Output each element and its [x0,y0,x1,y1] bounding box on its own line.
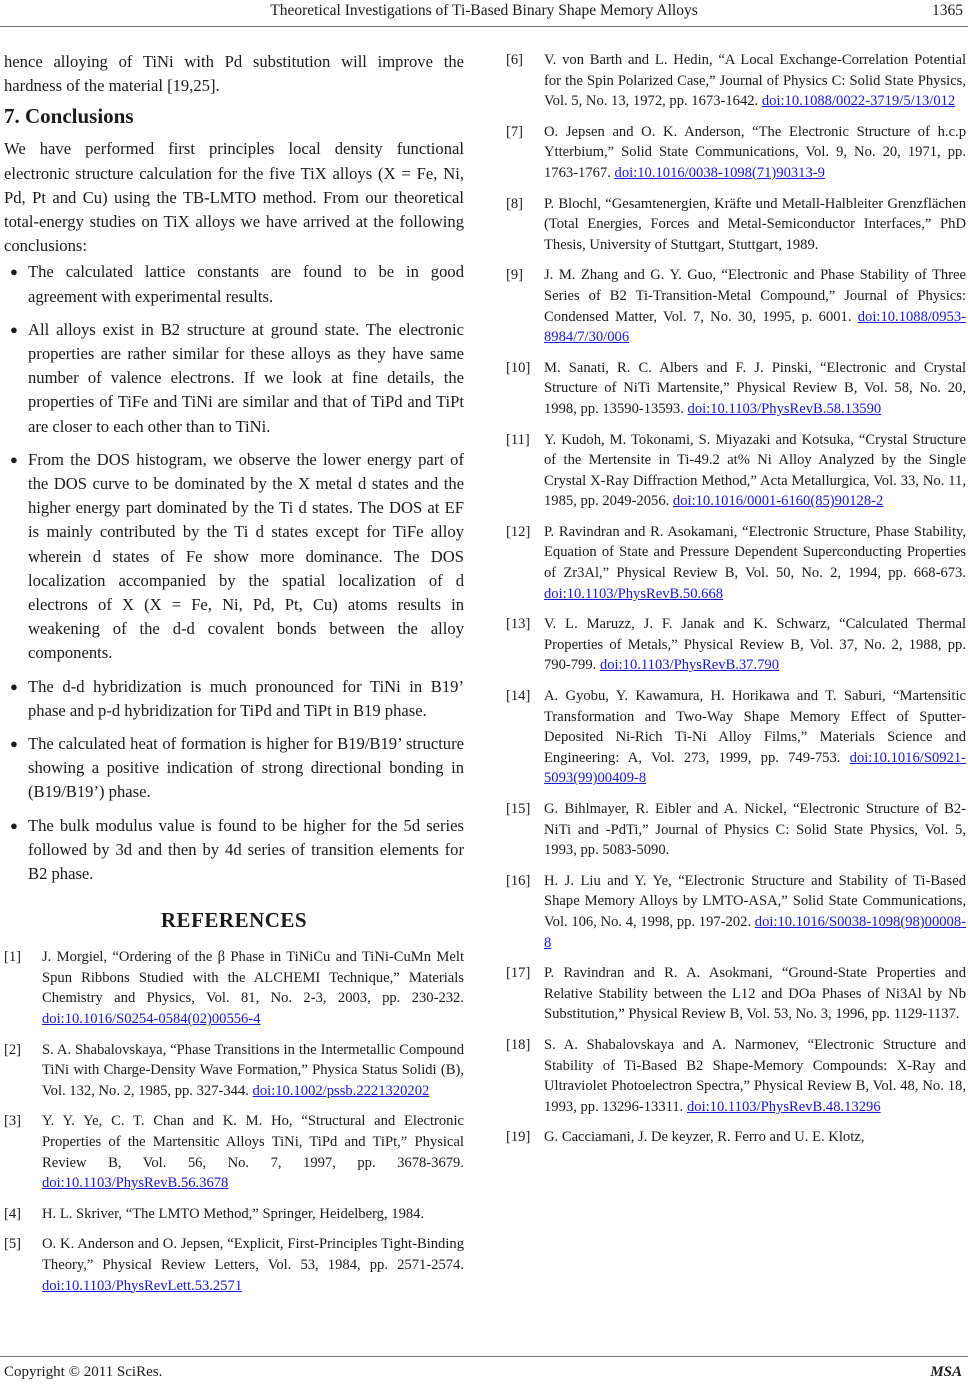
reference-number: [13] [506,616,531,633]
reference-number: [1] [4,949,22,966]
reference-text: Y. Y. Ye, C. T. Chan and K. M. Ho, “Structural and Electronic Properties of the Martensitic Alloys TiNi, TiPd and TiPt,” Physical Review B, Vol. 56, No. 7, 1997, pp. 3678-3679. [42,1113,464,1171]
reference-text: V. L. Maruzz, J. F. Janak and K. Schwarz, “Calculated Thermal Properties of Metals,” Physical Review B, Vol. 37, No. 2, 1988, pp. 790-799. [544,616,966,674]
conclusion-text: The bulk modulus value is found to be higher for the 5d series followed by 3d and then by 4d series of transition elements for B2 phase. [28,815,464,884]
reference-item [506,358,966,420]
reference-number: [19] [506,1129,531,1146]
journal-abbrev: MSA [930,1364,962,1380]
doi-link[interactable]: doi:10.1088/0022-3719/5/13/012 [761,93,956,110]
reference-item [506,871,966,953]
doi-link[interactable]: doi:10.1016/S0921-5093(99)00409-8 [544,749,966,787]
reference-number: [18] [506,1036,531,1053]
conclusion-item [4,448,464,666]
references-heading: REFERENCES [160,908,308,933]
reference-item [506,963,966,1025]
reference-number: [10] [506,359,531,376]
reference-number: [11] [506,431,530,448]
reference-item [4,1111,464,1193]
intro-fragment: hence alloying of TiNi with Pd substitution will improve the hardness of the material [19,25]. [4,52,464,96]
reference-number: [7] [506,123,524,140]
reference-text: S. A. Shabalovskaya and A. Narmonev, “Electronic Structure and Stability of Ti-Based B2 Shape-Memory Compounds: X-Ray and Ultraviolet Photoelectron Spectra,” Physical Review B, Vol. 48, No. 18, 1993, pp. 13296-13311. [544,1036,966,1115]
reference-item [4,1040,464,1102]
bullet-icon: ● [10,817,18,833]
conclusion-text: All alloys exist in B2 structure at ground state. The electronic properties are rather similar for these alloys as they have same number of valence electrons. If we look at fine details, the properties of TiFe and TiNi are similar and that of TiPd and TiPt are closer to each other than to TiNi. [28,319,464,436]
reference-item [506,522,966,604]
copyright: Copyright © 2011 SciRes. [4,1364,163,1380]
reference-text: V. von Barth and L. Hedin, “A Local Exchange-Correlation Potential for the Spin Polarized Case,” Journal of Physics C: Solid State Physics, Vol. 5, No. 13, 1972, pp. 1673-1642. [544,52,966,110]
references-list-right [506,50,966,1148]
reference-item [4,1234,464,1296]
bullet-icon: ● [10,451,18,467]
conclusion-text: The calculated lattice constants are found to be in good agreement with experimental results. [28,262,464,306]
running-title: Theoretical Investigations of Ti-Based Binary Shape Memory Alloys [270,2,698,19]
header-rule [0,26,968,27]
reference-text: G. Cacciamani, J. De keyzer, R. Ferro and U. E. Klotz, [544,1129,865,1146]
conclusion-item [4,318,464,439]
reference-item [4,1204,464,1225]
conclusion-text: From the DOS histogram, we observe the lower energy part of the DOS curve to be dominated by the X metal d states and the higher energy part dominated by the Ti d states. The DOS at EF is mainly contributed by the Ti d states except for TiFe alloy wherein d states of Fe show more dominance. The DOS localization accompanied by the spatial localization of d electrons of X (X = Fe, Ni, Pd, Pt, Cu) atoms results in weakening of the d-d covalent bonds between the alloy components. [28,449,464,663]
reference-text: S. A. Shabalovskaya, “Phase Transitions in the Intermetallic Compound TiNi with Charge-Density Wave Formation,” Physica Status Solidi (B), Vol. 132, No. 2, 1985, pp. 327-344. [42,1041,464,1099]
reference-item [506,265,966,347]
reference-number: [8] [506,195,524,212]
left-column [4,50,464,1306]
reference-text: P. Blochl, “Gesamtenergien, Kräfte und Metall-Halbleiter Grenzflächen (Total Energies, Forces and Metal-Semiconductor Interfaces,” PhD Thesis, University of Stuttgart, Stuttgart, 1989. [544,195,966,253]
doi-link[interactable]: doi:10.1103/PhysRevB.56.3678 [42,1175,229,1192]
doi-link[interactable]: doi:10.1016/S0038-1098(98)00008-8 [544,913,966,951]
bullet-icon: ● [10,678,18,694]
page-header [0,0,968,30]
reference-text: J. Morgiel, “Ordering of the β Phase in TiNiCu and TiNi-CuMn Melt Spun Ribbons Studied with the ALCHEMI Technique,” Materials Chemistry and Physics, Vol. 81, No. 2-3, 2003, pp. 230-232. [42,949,464,1007]
conclusions-heading: 7. Conclusions [4,104,134,129]
reference-text: G. Bihlmayer, R. Eibler and A. Nickel, “Electronic Structure of B2-NiTi and -PdTi,” Journal of Physics C: Solid State Physics, Vol. 5, 1993, pp. 5083-5090. [544,801,966,859]
page-footer [0,1356,968,1386]
reference-text: H. J. Liu and Y. Ye, “Electronic Structure and Stability of Ti-Based Shape Memory Alloys by LMTO-ASA,” Solid State Communications, Vol. 106, No. 4, 1998, pp. 197-202. [544,872,966,930]
reference-text: O. K. Anderson and O. Jepsen, “Explicit, First-Principles Tight-Binding Theory,” Physical Review Letters, Vol. 53, 1984, pp. 2571-2574. [42,1236,464,1274]
reference-item [506,799,966,861]
reference-text: O. Jepsen and O. K. Anderson, “The Electronic Structure of h.c.p Ytterbium,” Solid State Communications, Vol. 9, No. 20, 1971, pp. 1763-1767. [544,123,966,181]
doi-link[interactable]: doi:10.1103/PhysRevLett.53.2571 [42,1277,243,1294]
reference-text: J. M. Zhang and G. Y. Guo, “Electronic and Phase Stability of Three Series of B2 Ti-Transition-Metal Compound,” Journal of Physics: Condensed Matter, Vol. 7, No. 30, 1995, p. 6001. [544,267,966,325]
reference-item [506,686,966,789]
reference-number: [9] [506,267,524,284]
conclusion-item [4,814,464,887]
reference-number: [12] [506,523,531,540]
bullet-icon: ● [10,264,18,280]
reference-item [506,50,966,112]
page-number: 1365 [932,2,963,19]
conclusions-list [4,260,464,886]
reference-number: [4] [4,1205,22,1222]
doi-link[interactable]: doi:10.1103/PhysRevB.58.13590 [687,400,882,417]
doi-link[interactable]: doi:10.1088/0953-8984/7/30/006 [544,308,966,346]
reference-text: A. Gyobu, Y. Kawamura, H. Horikawa and T. Saburi, “Martensitic Transformation and Two-Way Shape Memory Effect of Sputter-Deposited Ni-Rich Ti-Ni Alloy Films,” Materials Science and Engineering: A, Vol. 273, 1999, pp. 749-753. [544,688,966,766]
bullet-icon: ● [10,321,18,337]
doi-link[interactable]: doi:10.1016/0001-6160(85)90128-2 [672,493,884,510]
reference-number: [16] [506,872,531,889]
bullet-icon: ● [10,736,18,752]
conclusion-text: The d-d hybridization is much pronounced for TiNi in B19’ phase and p-d hybridization for TiPd and TiPt in B19 phase. [28,676,464,720]
conclusion-item [4,732,464,805]
doi-link[interactable]: doi:10.1016/0038-1098(71)90313-9 [614,164,825,181]
conclusion-text: The calculated heat of formation is higher for B19/B19’ structure showing a positive indication of strong directional bonding in (B19/B19’) phase. [28,734,464,802]
right-column [506,50,966,1158]
reference-number: [5] [4,1236,22,1253]
doi-link[interactable]: doi:10.1016/S0254-0584(02)00556-4 [42,1011,261,1028]
doi-link[interactable]: doi:10.1103/PhysRevB.37.790 [599,657,780,674]
reference-item [506,1127,966,1148]
reference-number: [6] [506,52,524,68]
reference-text: P. Ravindran and R. Asokamani, “Electronic Structure, Phase Stability, Equation of State and Pressure Dependent Superconducting Properties of Zr3Al,” Physical Review B, Vol. 50, No. 2, 1994, pp. 668-673. [544,523,966,582]
reference-number: [17] [506,965,531,982]
reference-item [506,614,966,676]
conclusions-paragraph: We have performed first principles local density functional electronic structure calculation for the five TiX alloys (X = Fe, Ni, Pd, Pt and Cu) using the TB-LMTO method. From our theoretical total-energy studies on TiX alloys we have arrived at the following conclusions: [4,139,464,256]
reference-number: [2] [4,1041,22,1058]
reference-item [4,947,464,1029]
reference-item [506,122,966,184]
reference-item [506,1035,966,1117]
reference-number: [15] [506,801,531,817]
reference-text: P. Ravindran and R. A. Asokmani, “Ground-State Properties and Relative Stability between the L12 and DOa Phases of Ni3Al by Nb Substitution,” Physical Review B, Vol. 53, No. 3, 1996, pp. 1129-1137. [544,965,966,1023]
reference-number: [14] [506,688,531,705]
doi-link[interactable]: doi:10.1002/pssb.2221320202 [252,1082,430,1099]
reference-text: H. L. Skriver, “The LMTO Method,” Springer, Heidelberg, 1984. [42,1205,425,1222]
reference-item [506,430,966,512]
doi-link[interactable]: doi:10.1103/PhysRevB.48.13296 [686,1098,881,1115]
conclusion-item [4,675,464,723]
reference-text: M. Sanati, R. C. Albers and F. J. Pinski, “Electronic and Crystal Structure of NiTi Martensite,” Physical Review B, Vol. 58, No. 20, 1998, pp. 13590-13593. [544,359,966,417]
references-list-left [4,947,464,1296]
footer-rule [0,1356,968,1357]
reference-item [506,194,966,256]
conclusion-item [4,260,464,308]
doi-link[interactable]: doi:10.1103/PhysRevB.50.668 [544,585,724,602]
reference-number: [3] [4,1113,22,1130]
reference-text: Y. Kudoh, M. Tokonami, S. Miyazaki and Kotsuka, “Crystal Structure of the Mertensite in Ti-49.2 at% Ni Alloy Analyzed by the Single Crystal X-Ray Diffraction Method,” Acta Metallurgica, Vol. 33, No. 11, 1985, pp. 2049-2056. [544,431,966,510]
